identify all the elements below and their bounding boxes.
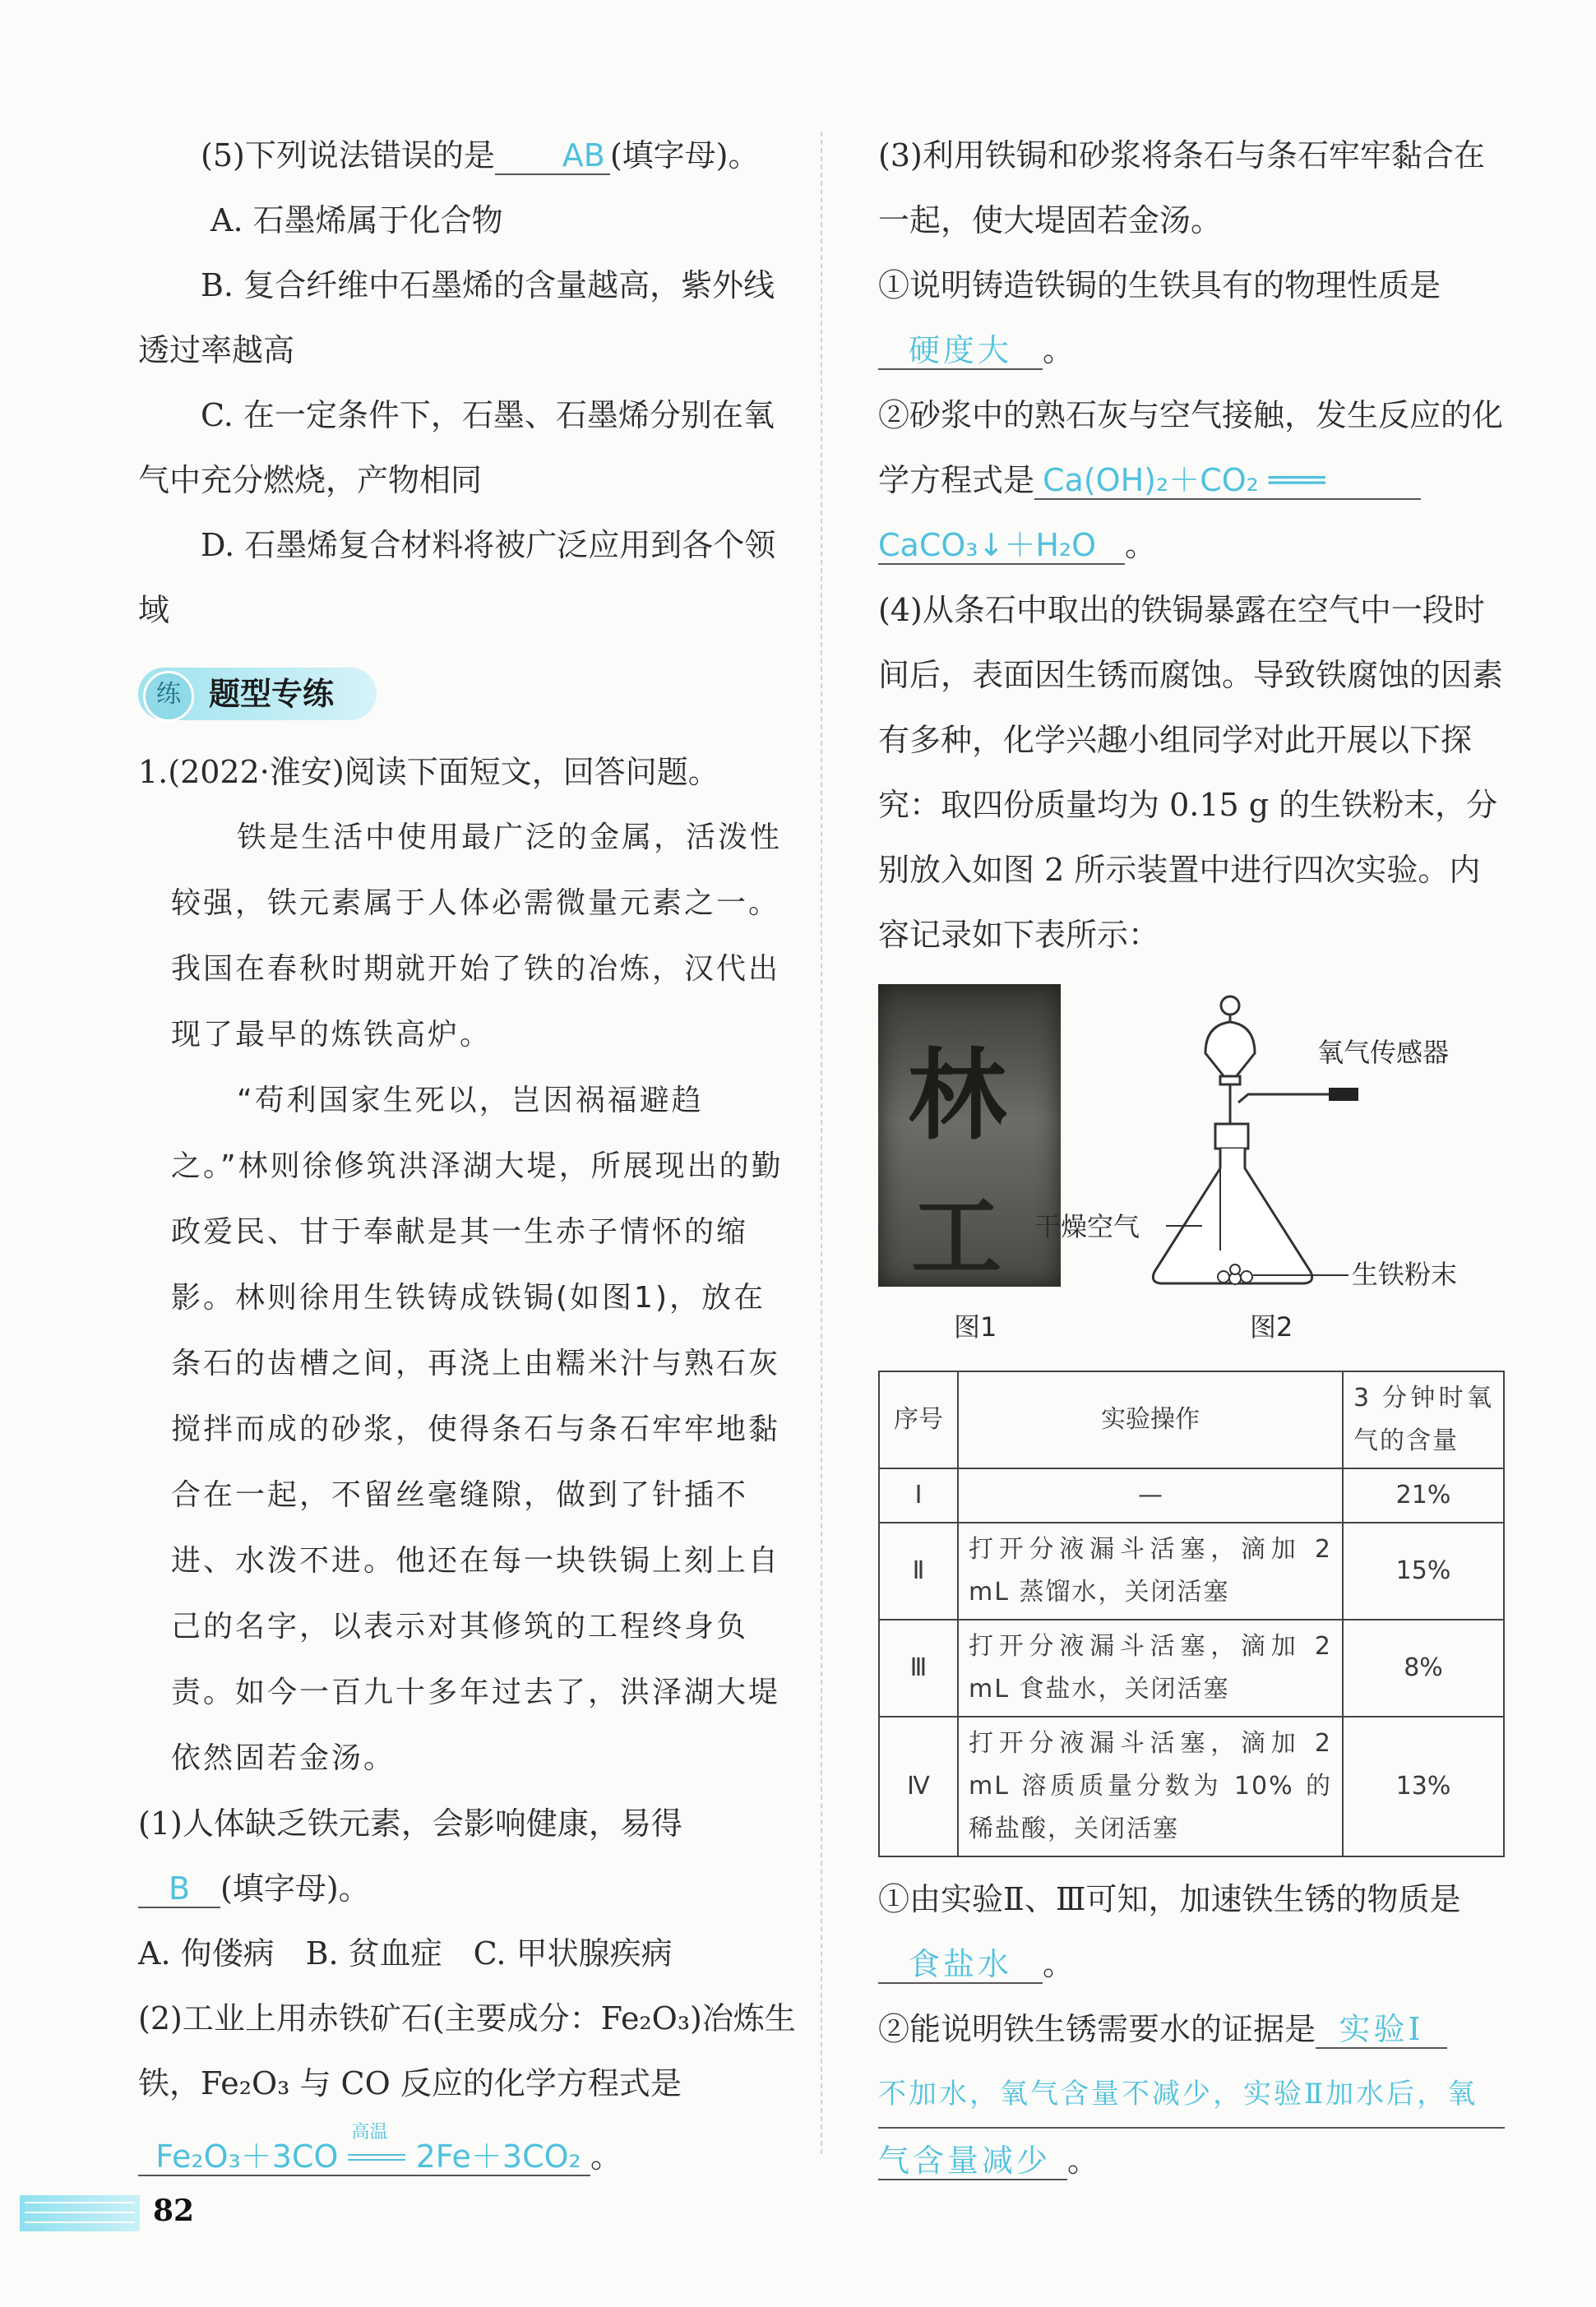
q4-2-answer-line3-wrap [878,2129,1505,2194]
section-badge [138,668,377,720]
cell-oxygen: 8% [1343,1620,1504,1717]
q5-label: (5)下列说法错误的是 [201,137,495,173]
page-number: 82 [153,2194,195,2228]
q2-condition: 高温 [351,2122,388,2143]
cell-id: Ⅰ [879,1468,958,1523]
question-2: (2)工业上用赤铁矿石(主要成分：Fe₂O₃)冶炼生铁，Fe₂O₃ 与 CO 反应的化学方程式是 [138,2000,796,2101]
q3-1-label: ①说明铸造铁锔的生铁具有的物理性质是 [878,267,1441,303]
question-3-1 [878,253,1505,383]
q4-intro: (4)从条石中取出的铁锔暴露在空气中一段时间后，表面因生锈而腐蚀。导致铁腐蚀的因素有多种，化学兴趣小组同学对此开展以下探究：取四份质量均为 0.15 g 的生铁粉末，分别放入如图 2 所示装置中进行四次实验。内容记录如下表所示： [878,592,1504,953]
question-4-1 [878,1867,1505,1997]
q2-answer-left: Fe₂O₃＋3CO [155,2138,339,2175]
label-iron-powder: 生铁粉末 [1352,1259,1458,1290]
conical-flask [1153,1149,1311,1283]
header-operation: 实验操作 [958,1371,1343,1468]
figures [878,984,1505,1371]
q3-1-suffix: 。 [1043,332,1075,368]
section-header [138,658,796,732]
q2-answer-line [138,2124,796,2189]
cell-operation: — [958,1468,1343,1523]
table-row [879,1717,1504,1856]
q2-suffix: 。 [590,2138,622,2175]
q3-intro: (3)利用铁锔和砂浆将条石与条石牢牢黏合在一起，使大堤固若金汤。 [878,137,1485,238]
table-header-row [879,1371,1504,1468]
practice-icon: 练 [143,671,194,722]
q4-2-answer-line1: 实验Ⅰ [1316,2013,1447,2049]
cell-id: Ⅳ [879,1717,958,1856]
q2-arrow [348,2122,405,2167]
q3-2-answer-line1: Ca(OH)₂＋CO₂ ═══ [1034,464,1421,500]
apparatus-diagram [1034,979,1511,1300]
funnel-stopper [1221,996,1239,1015]
table-row [879,1620,1504,1717]
q3-1-answer: 硬度大 [878,334,1043,370]
header-oxygen: 3 分钟时氧气的含量 [1343,1371,1504,1468]
q4-2-answer-line3: 气含量减少 [878,2144,1067,2180]
q1-answer: B [138,1872,220,1908]
q1-options: A. 佝偻病 B. 贫血症 C. 甲状腺疾病 [138,1935,673,1972]
cell-operation: 打开分液漏斗活塞，滴加 2 mL 蒸馏水，关闭活塞 [958,1523,1343,1620]
fig1-caption: 图1 [954,1311,997,1343]
option-a: A. 石墨烯属于化合物 [210,202,503,238]
q3-2-label: ②砂浆中的熟石灰与空气接触，发生反应的化学方程式是 [878,397,1504,498]
q2-answer-right: 2Fe＋3CO₂ [415,2138,581,2175]
question-1 [138,1792,796,1921]
cell-oxygen: 13% [1343,1717,1504,1856]
cell-oxygen: 21% [1343,1468,1504,1523]
label-dry-air: 干燥空气 [1034,1211,1140,1242]
cell-oxygen: 15% [1343,1523,1504,1620]
q5-answer: AB [495,139,610,175]
cell-operation: 打开分液漏斗活塞，滴加 2 mL 溶质质量分数为 10% 的稀盐酸，关闭活塞 [958,1717,1343,1856]
option-d: D. 石墨烯复合材料将被广泛应用到各个领域 [138,527,776,628]
label-oxygen-sensor: 氧气传感器 [1317,1037,1450,1068]
left-column [138,123,796,2189]
photo-character-1: 林 [908,1038,1006,1154]
reading-passage [138,805,796,1792]
table-row [879,1523,1504,1620]
powder-grain [1218,1271,1229,1283]
q2-answer [138,2122,590,2176]
column-divider [821,132,822,2154]
q4-2-suffix: 。 [1067,2143,1099,2179]
sensor-pipe [1238,1094,1330,1103]
fig2-caption: 图2 [1250,1311,1293,1343]
story-paragraph-1: 铁是生活中使用最广泛的金属，活泼性较强，铁元素属于人体必需微量元素之一。我国在春秋时期就开始了铁的冶炼，汉代出现了最早的炼铁高炉。 [171,821,783,1052]
photo-character-2: 工 [911,1184,1002,1290]
q4-1-answer: 食盐水 [878,1948,1043,1984]
flask-stopper [1215,1124,1248,1149]
experiment-table [878,1371,1505,1857]
cell-id: Ⅲ [879,1620,958,1717]
problem-intro: 1.(2022·淮安)阅读下面短文，回答问题。 [138,754,719,790]
q3-2-suffix: 。 [1125,527,1157,563]
cell-id: Ⅱ [879,1523,958,1620]
section-title: 题型专练 [209,676,335,712]
q4-1-suffix: 。 [1043,1946,1075,1982]
iron-clamp-photo [878,984,1061,1290]
q4-2-answer-line2-wrap [878,2062,1505,2129]
q4-2-answer-line2: 不加水，氧气含量不减少，实验Ⅱ加水后，氧 [878,2062,1505,2129]
powder-grain [1241,1271,1252,1283]
q1-label: (1)人体缺乏铁元素，会影响健康，易得 [138,1805,682,1842]
question-4-2 [878,1997,1505,2062]
question-5 [138,123,796,188]
q5-suffix: (填字母)。 [609,137,760,173]
option-c: C. 在一定条件下，石墨、石墨烯分别在氧气中充分燃烧，产物相同 [138,397,775,498]
table-row [879,1468,1504,1523]
separatory-funnel [1205,1015,1255,1078]
right-column [878,123,1505,2194]
cell-operation: 打开分液漏斗活塞，滴加 2 mL 食盐水，关闭活塞 [958,1620,1343,1717]
funnel-valve [1220,1076,1240,1084]
option-b: B. 复合纤维中石墨烯的含量越高，紫外线透过率越高 [138,267,775,368]
q4-2-label: ②能说明铁生锈需要水的证据是 [878,2011,1316,2047]
footer-decoration [20,2195,140,2231]
question-3-2 [878,383,1505,578]
sensor-connector [1329,1088,1358,1101]
header-id: 序号 [879,1371,958,1468]
powder-grain [1230,1264,1240,1274]
q2-arrow-line2 [348,2159,405,2161]
q1-suffix: (填字母)。 [220,1870,370,1907]
story-paragraph-2: “苟利国家生死以，岂因祸福避趋之。”林则徐修筑洪泽湖大堤，所展现出的勤政爱民、甘于奉献是其一生赤子情怀的缩影。林则徐用生铁铸成铁锔(如图1)，放在条石的齿槽之间，再浇上由糯米汁与熟石灰搅拌而成的砂浆，使得条石与条石牢牢地黏合在一起，不留丝毫缝隙，做到了针插不进、水泼不进。他还在每一块铁锔上刻上自己的名字，以表示对其修筑的工程终身负责。如今一百九十多年过去了，洪泽湖大堤依然固若金汤。 [171,1084,784,1775]
q2-arrow-line1 [348,2154,405,2156]
q3-2-answer-line2: CaCO₃↓＋H₂O [878,529,1125,565]
q4-1-label: ①由实验Ⅱ、Ⅲ可知，加速铁生锈的物质是 [878,1881,1461,1917]
